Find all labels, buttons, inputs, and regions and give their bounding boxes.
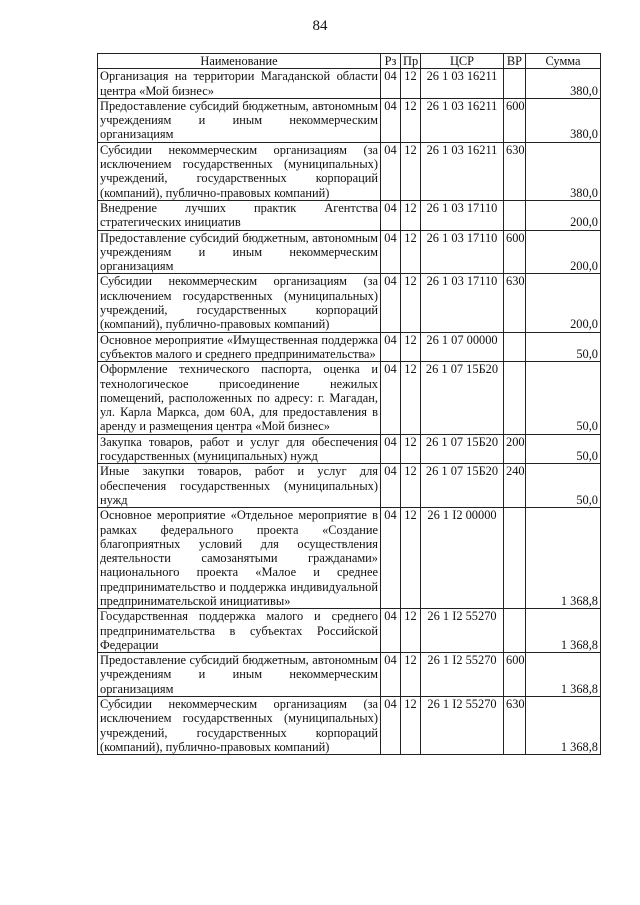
cell-name: Основное мероприятие «Отдельное мероприятие в рамках федерального проекта «Создание благоприятных условий для осуществления деятельности самозанятыми гражданами» национального проекта «Малое и среднее предпринимательство и поддержка индивидуальной предпринимательской инициативы»	[98, 508, 381, 609]
cell-name: Предоставление субсидий бюджетным, автономным учреждениям и иным некоммерческим организациям	[98, 98, 381, 142]
cell-name: Внедрение лучших практик Агентства стратегических инициатив	[98, 200, 381, 230]
cell-csr: 26 1 I2 55270	[421, 697, 504, 755]
table-row	[98, 69, 601, 99]
cell-csr: 26 1 I2 55270	[421, 609, 504, 653]
cell-rz: 04	[381, 609, 401, 653]
cell-rz: 04	[381, 142, 401, 200]
cell-pr: 12	[401, 434, 421, 464]
cell-rz: 04	[381, 200, 401, 230]
cell-vr: 200	[504, 434, 526, 464]
cell-pr: 12	[401, 200, 421, 230]
cell-csr: 26 1 07 15Б20	[421, 464, 504, 508]
cell-pr: 12	[401, 609, 421, 653]
table-row	[98, 464, 601, 508]
cell-rz: 04	[381, 332, 401, 362]
cell-vr: 600	[504, 653, 526, 697]
cell-sum: 1 368,8	[526, 609, 601, 653]
cell-csr: 26 1 I2 00000	[421, 508, 504, 609]
cell-sum: 1 368,8	[526, 653, 601, 697]
cell-pr: 12	[401, 142, 421, 200]
cell-sum: 380,0	[526, 98, 601, 142]
cell-vr: 630	[504, 274, 526, 332]
header-pr: Пр	[401, 54, 421, 69]
budget-table	[97, 53, 601, 755]
cell-pr: 12	[401, 464, 421, 508]
cell-pr: 12	[401, 332, 421, 362]
cell-csr: 26 1 03 16211	[421, 98, 504, 142]
cell-sum: 380,0	[526, 142, 601, 200]
cell-vr: 600	[504, 98, 526, 142]
table-row	[98, 697, 601, 755]
cell-name: Основное мероприятие «Имущественная поддержка субъектов малого и среднего предпринимательства»	[98, 332, 381, 362]
cell-vr: 600	[504, 230, 526, 274]
cell-name: Предоставление субсидий бюджетным, автономным учреждениям и иным некоммерческим организациям	[98, 653, 381, 697]
cell-csr: 26 1 07 15Б20	[421, 362, 504, 434]
cell-pr: 12	[401, 230, 421, 274]
header-sum: Сумма	[526, 54, 601, 69]
cell-name: Субсидии некоммерческим организациям (за исключением государственных (муниципальных) учреждений, государственных корпораций (компаний), публично-правовых компаний)	[98, 274, 381, 332]
cell-sum: 200,0	[526, 274, 601, 332]
table-row	[98, 508, 601, 609]
cell-name: Предоставление субсидий бюджетным, автономным учреждениям и иным некоммерческим организациям	[98, 230, 381, 274]
cell-vr	[504, 362, 526, 434]
cell-pr: 12	[401, 274, 421, 332]
table-row	[98, 332, 601, 362]
header-vr: ВР	[504, 54, 526, 69]
table-row	[98, 653, 601, 697]
table-header-row	[98, 54, 601, 69]
cell-name: Субсидии некоммерческим организациям (за исключением государственных (муниципальных) учреждений, государственных корпораций (компаний), публично-правовых компаний)	[98, 142, 381, 200]
header-name: Наименование	[98, 54, 381, 69]
cell-sum: 50,0	[526, 362, 601, 434]
table-row	[98, 362, 601, 434]
cell-pr: 12	[401, 69, 421, 99]
cell-rz: 04	[381, 362, 401, 434]
cell-vr: 630	[504, 142, 526, 200]
cell-name: Организация на территории Магаданской области центра «Мой бизнес»	[98, 69, 381, 99]
cell-sum: 50,0	[526, 464, 601, 508]
cell-csr: 26 1 03 17110	[421, 200, 504, 230]
cell-pr: 12	[401, 362, 421, 434]
cell-pr: 12	[401, 508, 421, 609]
cell-pr: 12	[401, 653, 421, 697]
cell-sum: 380,0	[526, 69, 601, 99]
cell-pr: 12	[401, 697, 421, 755]
cell-name: Иные закупки товаров, работ и услуг для обеспечения государственных (муниципальных) нужд	[98, 464, 381, 508]
cell-sum: 1 368,8	[526, 697, 601, 755]
cell-rz: 04	[381, 697, 401, 755]
cell-name: Закупка товаров, работ и услуг для обеспечения государственных (муниципальных) нужд	[98, 434, 381, 464]
header-csr: ЦСР	[421, 54, 504, 69]
table-row	[98, 274, 601, 332]
cell-rz: 04	[381, 230, 401, 274]
cell-vr	[504, 69, 526, 99]
cell-csr: 26 1 03 17110	[421, 274, 504, 332]
cell-rz: 04	[381, 464, 401, 508]
cell-csr: 26 1 07 00000	[421, 332, 504, 362]
cell-vr	[504, 332, 526, 362]
cell-rz: 04	[381, 98, 401, 142]
cell-rz: 04	[381, 434, 401, 464]
cell-rz: 04	[381, 274, 401, 332]
table-row	[98, 98, 601, 142]
cell-vr	[504, 508, 526, 609]
cell-csr: 26 1 I2 55270	[421, 653, 504, 697]
cell-vr: 630	[504, 697, 526, 755]
cell-rz: 04	[381, 508, 401, 609]
table-row	[98, 230, 601, 274]
table-row	[98, 609, 601, 653]
cell-sum: 50,0	[526, 434, 601, 464]
cell-rz: 04	[381, 69, 401, 99]
table-row	[98, 200, 601, 230]
cell-csr: 26 1 03 16211	[421, 142, 504, 200]
cell-vr	[504, 609, 526, 653]
header-rz: Рз	[381, 54, 401, 69]
cell-name: Субсидии некоммерческим организациям (за исключением государственных (муниципальных) учреждений, государственных корпораций (компаний), публично-правовых компаний)	[98, 697, 381, 755]
cell-vr	[504, 200, 526, 230]
cell-vr: 240	[504, 464, 526, 508]
cell-rz: 04	[381, 653, 401, 697]
page-number: 84	[312, 18, 328, 34]
table-row	[98, 434, 601, 464]
table-row	[98, 142, 601, 200]
cell-csr: 26 1 03 16211	[421, 69, 504, 99]
cell-sum: 200,0	[526, 200, 601, 230]
cell-csr: 26 1 03 17110	[421, 230, 504, 274]
cell-pr: 12	[401, 98, 421, 142]
cell-sum: 200,0	[526, 230, 601, 274]
cell-name: Оформление технического паспорта, оценка и технологическое присоединение нежилых помещений, расположенных по адресу: г. Магадан, ул. Карла Маркса, дом 60А, для предоставления в аренду и размещения центра «Мой бизнес»	[98, 362, 381, 434]
cell-sum: 1 368,8	[526, 508, 601, 609]
cell-csr: 26 1 07 15Б20	[421, 434, 504, 464]
cell-name: Государственная поддержка малого и среднего предпринимательства в субъектах Российской Федерации	[98, 609, 381, 653]
cell-sum: 50,0	[526, 332, 601, 362]
